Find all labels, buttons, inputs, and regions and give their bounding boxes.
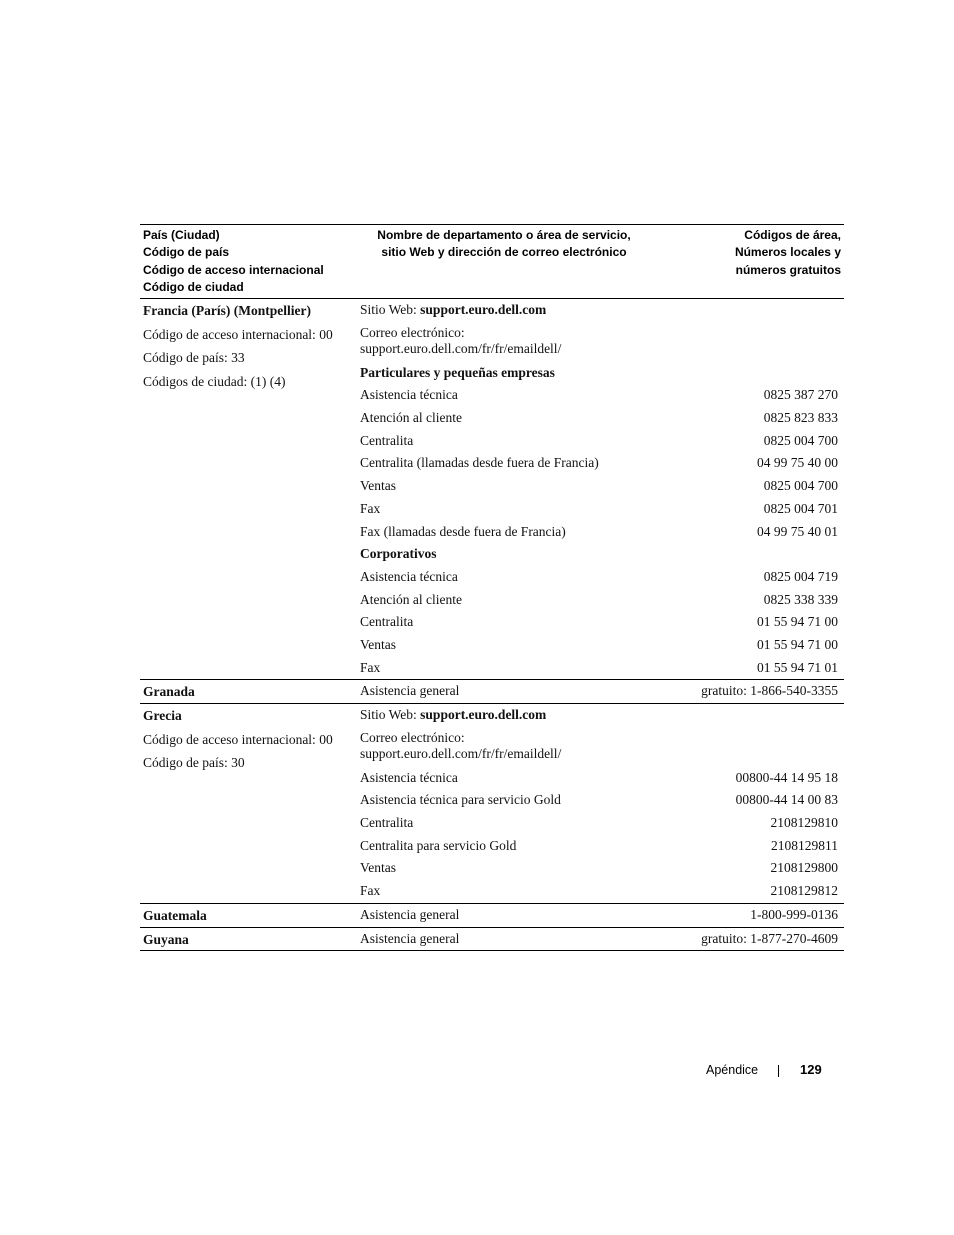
website-url: support.euro.dell.com <box>420 707 547 722</box>
service-row <box>360 475 838 498</box>
email-row <box>360 322 838 362</box>
service-row <box>360 634 838 657</box>
country-line <box>143 904 355 928</box>
service-name: Centralita <box>360 614 414 630</box>
country-name: Grecia <box>143 708 182 723</box>
service-row <box>360 904 838 927</box>
header-col-department <box>354 227 654 262</box>
service-number: 01 55 94 71 00 <box>757 636 838 652</box>
service-row <box>360 384 838 407</box>
service-name: Asistencia general <box>360 930 460 946</box>
service-name: Centralita <box>360 815 414 831</box>
service-name: Asistencia técnica para servicio Gold <box>360 792 561 808</box>
website-url: support.euro.dell.com <box>420 302 547 317</box>
country-line <box>143 299 355 323</box>
country-info <box>143 904 355 928</box>
service-number: 04 99 75 40 01 <box>757 523 838 539</box>
email-label <box>360 322 838 358</box>
country-name: Guyana <box>143 931 189 947</box>
header-col-numbers <box>735 227 841 279</box>
country-info <box>143 704 355 775</box>
section-heading <box>360 362 838 385</box>
service-row <box>360 680 838 703</box>
country-line <box>143 680 355 704</box>
website-row <box>360 299 838 322</box>
service-row <box>360 452 838 475</box>
country-detail <box>143 346 355 370</box>
service-number: 0825 004 700 <box>763 432 838 448</box>
service-number: 2108129810 <box>770 815 838 831</box>
email-label <box>360 727 838 763</box>
service-row <box>360 589 838 612</box>
service-name: Fax <box>360 500 381 516</box>
service-name: Centralita para servicio Gold <box>360 837 517 853</box>
service-number: 00800-44 14 00 83 <box>735 792 838 808</box>
country-group <box>140 299 844 680</box>
service-row <box>360 611 838 634</box>
country-name: Granada <box>143 684 195 700</box>
detail-value: 30 <box>231 755 245 770</box>
email-prefix: Correo electrónico: <box>360 729 465 745</box>
service-number: 01 55 94 71 00 <box>757 614 838 630</box>
country-detail <box>143 751 355 775</box>
service-name: Ventas <box>360 478 396 494</box>
service-row <box>360 521 838 544</box>
service-row <box>360 835 838 858</box>
detail-value: 33 <box>231 350 245 365</box>
service-row <box>360 812 838 835</box>
page-number: 129 <box>800 1062 822 1077</box>
email-address: support.euro.dell.com/fr/fr/emaildell/ <box>360 746 562 762</box>
detail-label: Código de acceso internacional: <box>143 326 320 342</box>
service-name: Fax (llamadas desde fuera de Francia) <box>360 523 566 539</box>
service-number: 0825 338 339 <box>763 591 838 607</box>
header-text: Código de ciudad <box>143 279 244 294</box>
service-number: gratuito: 1-866-540-3355 <box>701 683 838 699</box>
service-name: Asistencia general <box>360 683 460 699</box>
country-group <box>140 904 844 928</box>
service-name: Fax <box>360 883 381 899</box>
header-text: Código de país <box>143 245 230 260</box>
country-detail <box>143 728 355 752</box>
detail-label: Código de acceso internacional: <box>143 731 320 747</box>
service-name: Centralita (llamadas desde fuera de Francia) <box>360 455 599 471</box>
country-info <box>143 928 355 952</box>
header-text: Nombre de departamento o área de servicio, <box>377 228 631 242</box>
service-list <box>360 704 838 903</box>
service-row <box>360 407 838 430</box>
service-list <box>360 680 838 703</box>
website-label <box>360 707 546 722</box>
email-prefix: Correo electrónico: <box>360 324 465 340</box>
detail-value: (1) (4) <box>250 373 286 389</box>
service-number: 01 55 94 71 01 <box>757 659 838 675</box>
service-row <box>360 880 838 903</box>
detail-value: 00 <box>319 731 333 747</box>
country-name: Guatemala <box>143 907 207 923</box>
contact-table <box>140 224 844 951</box>
header-text: sitio Web y dirección de correo electrónico <box>381 245 627 260</box>
detail-label: Código de país: <box>143 350 232 365</box>
header-col-country <box>143 227 324 296</box>
footer-separator <box>778 1065 779 1077</box>
service-name: Centralita <box>360 432 414 448</box>
service-row <box>360 928 838 951</box>
footer-section-label: Apéndice <box>706 1063 759 1077</box>
service-name: Asistencia técnica <box>360 387 458 403</box>
service-number: 0825 823 833 <box>763 410 838 426</box>
country-info <box>143 680 355 704</box>
country-name: Francia (París) (Montpellier) <box>143 303 311 318</box>
header-text: Números locales y <box>734 245 841 260</box>
service-row <box>360 857 838 880</box>
country-line <box>143 704 355 728</box>
country-group <box>140 928 844 952</box>
section-heading <box>360 543 838 566</box>
section-title: Particulares y pequeñas empresas <box>360 364 555 380</box>
service-number: 2108129800 <box>770 860 838 876</box>
service-number: 04 99 75 40 00 <box>757 455 838 471</box>
website-prefix: Sitio Web: <box>360 707 421 722</box>
service-number: 0825 387 270 <box>763 387 838 403</box>
country-detail <box>143 323 355 347</box>
service-name: Atención al cliente <box>360 410 462 426</box>
service-list <box>360 904 838 927</box>
service-row <box>360 657 838 680</box>
table-body <box>140 299 844 951</box>
service-number: 00800-44 14 95 18 <box>735 769 838 785</box>
email-row <box>360 727 838 767</box>
service-number: 1-800-999-0136 <box>750 906 838 922</box>
service-number: 0825 004 700 <box>763 478 838 494</box>
service-name: Fax <box>360 659 381 675</box>
email-address: support.euro.dell.com/fr/fr/emaildell/ <box>360 341 562 357</box>
header-text: Códigos de área, <box>744 228 841 242</box>
service-name: Asistencia técnica <box>360 568 458 584</box>
service-row <box>360 566 838 589</box>
service-row <box>360 767 838 790</box>
country-detail <box>143 370 355 394</box>
service-row <box>360 789 838 812</box>
service-list <box>360 299 838 679</box>
country-group <box>140 704 844 904</box>
service-name: Ventas <box>360 636 396 652</box>
service-name: Asistencia general <box>360 906 460 922</box>
service-name: Ventas <box>360 860 396 876</box>
header-text: País (Ciudad) <box>143 228 220 242</box>
header-text: Código de acceso internacional <box>143 262 324 277</box>
country-group <box>140 680 844 704</box>
service-number: 2108129812 <box>770 883 838 899</box>
service-row <box>360 498 838 521</box>
country-line <box>143 928 355 952</box>
detail-label: Códigos de ciudad: <box>143 373 251 389</box>
service-number: 0825 004 719 <box>763 568 838 584</box>
service-row <box>360 430 838 453</box>
service-list <box>360 928 838 951</box>
website-prefix: Sitio Web: <box>360 302 421 317</box>
header-text: números gratuitos <box>735 262 841 277</box>
service-name: Asistencia técnica <box>360 769 458 785</box>
country-info <box>143 299 355 393</box>
detail-value: 00 <box>319 326 333 342</box>
website-label <box>360 302 546 317</box>
section-title: Corporativos <box>360 546 437 562</box>
detail-label: Código de país: <box>143 755 232 770</box>
service-number: 0825 004 701 <box>763 500 838 516</box>
service-name: Atención al cliente <box>360 591 462 607</box>
service-number: 2108129811 <box>771 837 838 853</box>
website-row <box>360 704 838 727</box>
service-number: gratuito: 1-877-270-4609 <box>701 930 838 946</box>
table-header <box>140 225 844 299</box>
